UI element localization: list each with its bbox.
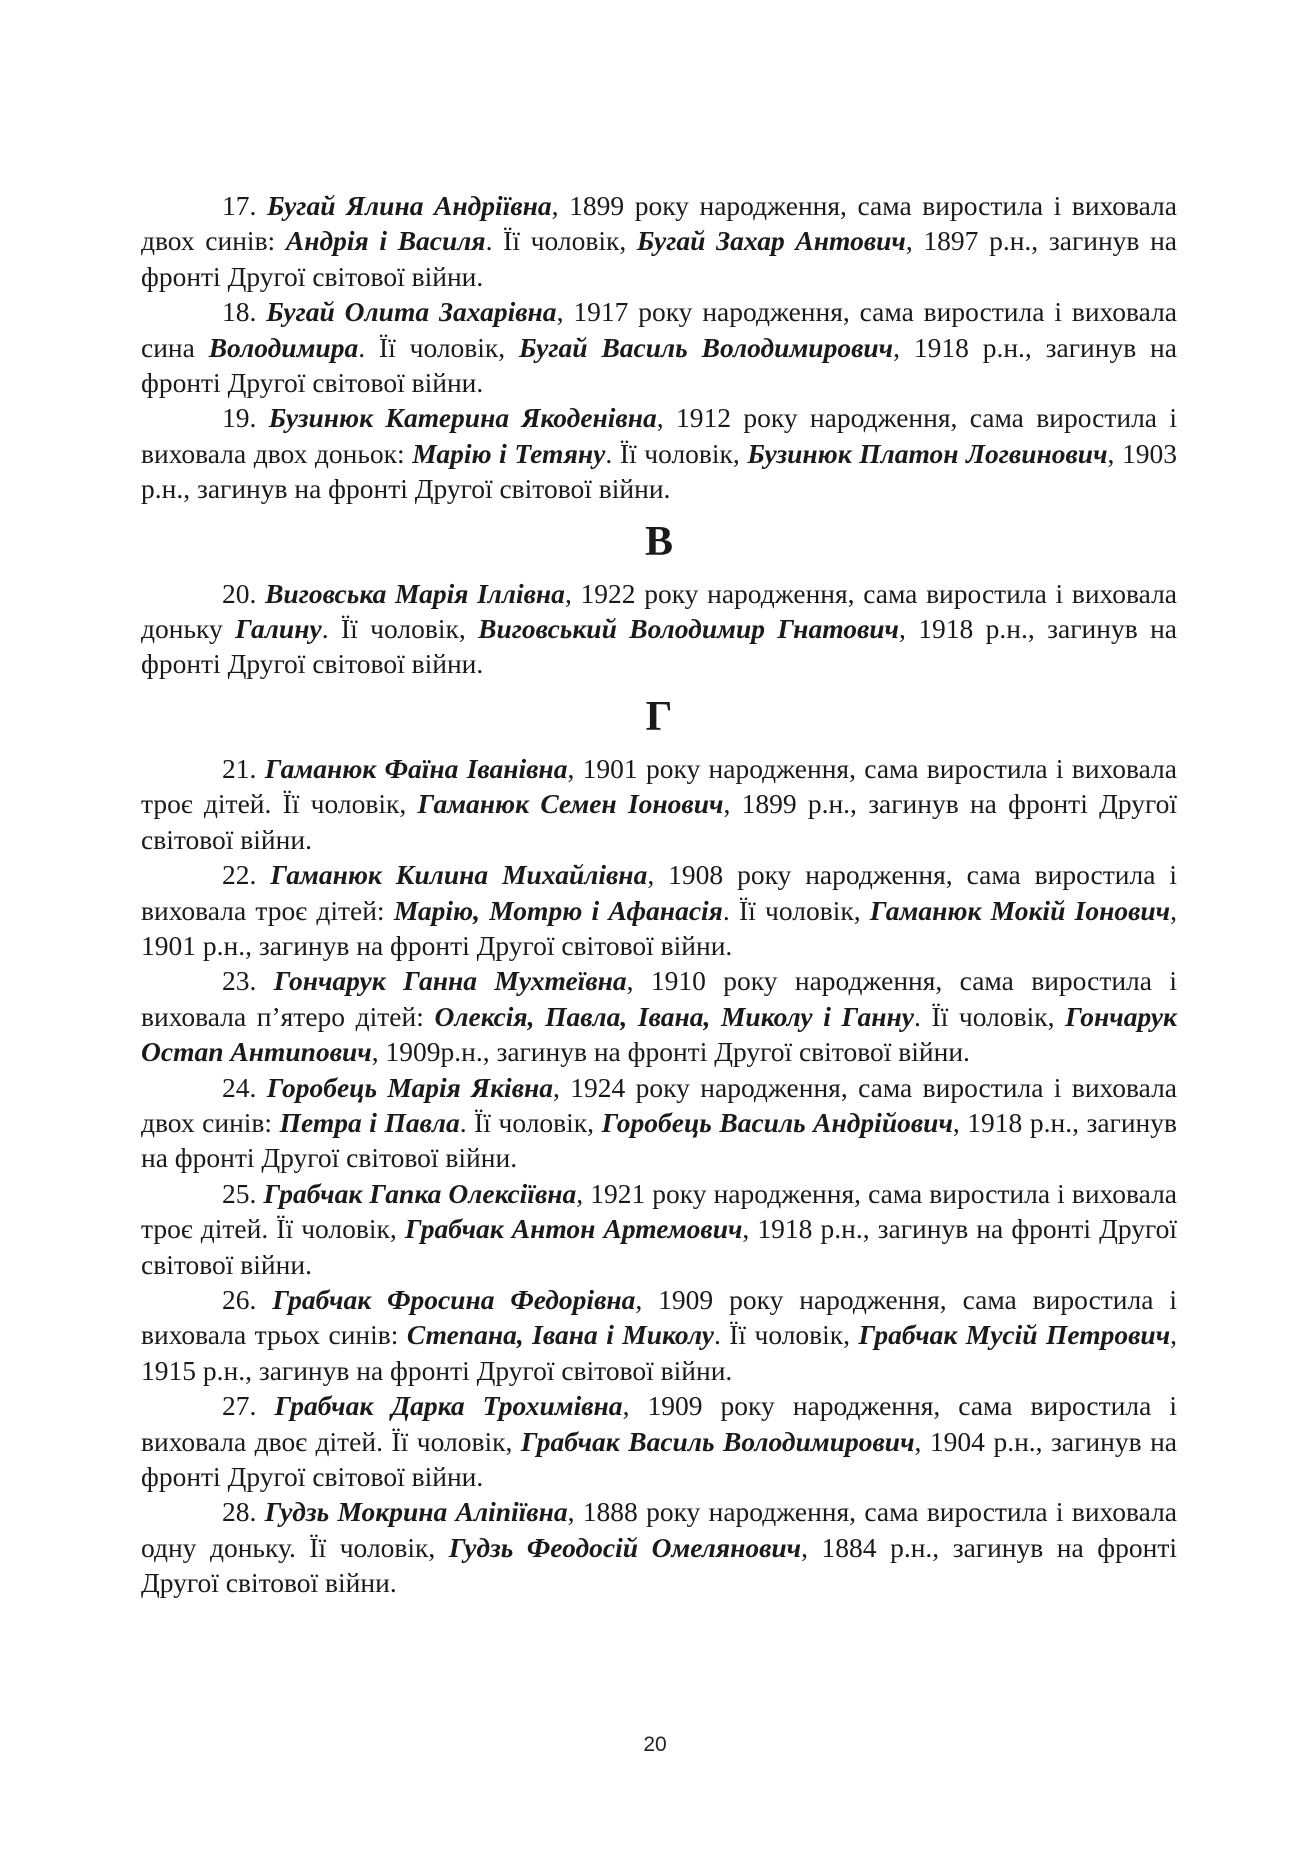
- entry-name: Грабчак Дарка Трохимівна: [274, 1390, 623, 1422]
- entry-name: Грабчак Антон Артемович: [404, 1213, 743, 1245]
- entry-text: 23.: [222, 965, 274, 997]
- entry-name: Бугай Ялина Андріївна: [266, 190, 552, 221]
- entry-text: , 1924 року народження, сама виростила і виховала двох синів:: [141, 1071, 1177, 1138]
- entry-name: Бузинюк Платон Логвинович: [747, 437, 1108, 469]
- entry-text: , 1904 р.н., загинув на фронті Другої світової війни.: [141, 1425, 1178, 1492]
- entry-text: 22.: [222, 859, 271, 891]
- entry-name: Володимира: [208, 331, 359, 363]
- list-entry: [141, 1494, 1177, 1600]
- entry-name: Бугай Василь Володимирович: [519, 331, 894, 363]
- entry-name: Бузинюк Катерина Якоденівна: [268, 402, 657, 434]
- entry-text: , 1897 р.н., загинув на фронті Другої світової війни.: [141, 225, 1177, 292]
- entry-name: Олексія, Павла, Івана, Миколу і Ганну: [434, 1000, 914, 1032]
- entry-name: Петра і Павла: [279, 1106, 460, 1138]
- entry-name: Галину: [235, 613, 322, 645]
- entry-text: , 1903 р.н., загинув на фронті Другої світової війни.: [141, 437, 1177, 505]
- entry-text: , 1909р.н., загинув на фронті Другої світової війни.: [371, 1036, 970, 1068]
- entry-text: , 1888 року народження, сама виростила і виховала одну доньку. Її чоловік,: [141, 1496, 1177, 1563]
- list-entry: [141, 576, 1177, 682]
- entry-name: Гончарук Остап Антипович: [141, 1000, 1177, 1068]
- entry-name: Грабчак Мусій Петрович: [858, 1319, 1171, 1351]
- page-number: 20: [643, 1733, 667, 1756]
- list-entry: [141, 751, 1177, 857]
- entry-text: . Її чоловік,: [358, 331, 520, 363]
- entry-text: . Її чоловік,: [722, 894, 870, 926]
- entry-name: Горобець Марія Яківна: [266, 1071, 553, 1103]
- entry-text: , 1899 року народження, сама виростила і виховала двох синів:: [141, 190, 1177, 257]
- entry-text: , 1918 р.н., загинув на фронті Другої світової війни.: [141, 613, 1177, 680]
- entry-text: 19.: [222, 402, 269, 434]
- entry-name: Гаманюк Семен Іонович: [417, 788, 724, 820]
- entry-name: Андрія і Василя: [285, 225, 486, 257]
- entry-text: , 1921 року народження, сама виростила і виховала троє дітей. Її чоловік,: [141, 1177, 1177, 1245]
- list-entry: [141, 1176, 1177, 1282]
- entry-text: 21.: [222, 752, 265, 784]
- entry-text: , 1917 року народження, сама виростила і виховала сина: [141, 296, 1177, 363]
- entry-text: , 1909 року народження, сама виростила і виховала двоє дітей. Її чоловік,: [141, 1390, 1177, 1457]
- list-entry: [141, 400, 1177, 506]
- section-letter-heading: Г: [645, 693, 673, 740]
- entry-text: 20.: [222, 577, 266, 609]
- entry-text: , 1912 року народження, сама виростила і виховала двох доньок:: [141, 402, 1178, 469]
- entry-text: , 1909 року народження, сама виростила і виховала трьох синів:: [141, 1283, 1177, 1351]
- entry-name: Гаманюк Килина Михайлівна: [270, 859, 648, 891]
- entry-name: Грабчак Василь Володимирович: [520, 1425, 915, 1457]
- list-entry: [141, 857, 1177, 963]
- list-entry: [141, 1070, 1177, 1176]
- entry-name: Горобець Василь Андрійович: [601, 1106, 953, 1138]
- entry-name: Бугай Олита Захарівна: [266, 296, 557, 328]
- entry-name: Гончарук Ганна Мухтеївна: [273, 965, 627, 997]
- entry-name: Марію, Мотрю і Афанасія: [393, 894, 723, 926]
- page-body: [141, 188, 1177, 1601]
- list-entry: [141, 1282, 1177, 1388]
- entry-text: 18.: [222, 296, 267, 328]
- entry-text: . Її чоловік,: [913, 1000, 1066, 1032]
- entry-text: . Її чоловік,: [605, 437, 748, 469]
- entry-text: , 1922 року народження, сама виростила і виховала доньку: [141, 577, 1177, 645]
- entry-text: 28.: [222, 1496, 265, 1528]
- entry-text: . Її чоловік,: [321, 613, 479, 645]
- entry-name: Гудзь Мокрина Аліпіївна: [264, 1496, 568, 1528]
- entry-name: Гудзь Феодосій Омелянович: [448, 1531, 802, 1563]
- entry-text: , 1899 р.н., загинув на фронті Другої світової війни.: [141, 788, 1177, 855]
- entry-text: . Її чоловік,: [459, 1106, 602, 1138]
- entry-text: , 1918 р.н., загинув на фронті Другої світової війни.: [141, 1213, 1177, 1280]
- entry-text: 17.: [222, 190, 267, 221]
- entry-text: , 1901 р.н., загинув на фронті Другої світової війни.: [141, 894, 1177, 961]
- entry-text: , 1910 року народження, сама виростила і виховала п’ятеро дітей:: [141, 965, 1178, 1032]
- entry-name: Бугай Захар Антович: [636, 225, 906, 257]
- entry-name: Марію і Тетяну: [412, 437, 606, 469]
- entry-text: 27.: [222, 1390, 275, 1422]
- entry-text: . Її чоловік,: [485, 225, 637, 257]
- entry-text: 24.: [222, 1071, 267, 1103]
- entry-text: 25.: [222, 1177, 264, 1209]
- entry-text: , 1908 року народження, сама виростила і виховала троє дітей:: [141, 859, 1177, 926]
- list-entry: [141, 294, 1177, 400]
- entry-text: , 1915 р.н., загинув на фронті Другої світової війни.: [141, 1319, 1177, 1386]
- entry-name: Гаманюк Фаїна Іванівна: [264, 752, 568, 784]
- list-entry: [141, 963, 1177, 1069]
- list-entry: [141, 1388, 1177, 1494]
- entry-name: Степана, Івана і Миколу: [406, 1319, 714, 1351]
- entry-name: Гаманюк Мокій Іонович: [869, 894, 1171, 926]
- entry-text: . Її чоловік,: [713, 1319, 859, 1351]
- entry-name: Виговський Володимир Гнатович: [478, 613, 899, 645]
- entry-name: Грабчак Гапка Олексіївна: [263, 1177, 577, 1209]
- entry-text: 26.: [222, 1283, 273, 1315]
- entry-text: , 1918 р.н., загинув на фронті Другої світової війни.: [141, 1106, 1177, 1174]
- section-letter-heading: В: [644, 518, 673, 565]
- entry-name: Виговська Марія Іллівна: [265, 577, 565, 609]
- entry-name: Грабчак Фросина Федорівна: [272, 1283, 636, 1315]
- list-entry: [141, 188, 1177, 294]
- entry-text: , 1884 р.н., загинув на фронті Другої світової війни.: [141, 1531, 1177, 1599]
- entry-text: , 1918 р.н., загинув на фронті Другої світової війни.: [141, 331, 1177, 399]
- entry-text: , 1901 року народження, сама виростила і виховала троє дітей. Її чоловік,: [141, 752, 1177, 820]
